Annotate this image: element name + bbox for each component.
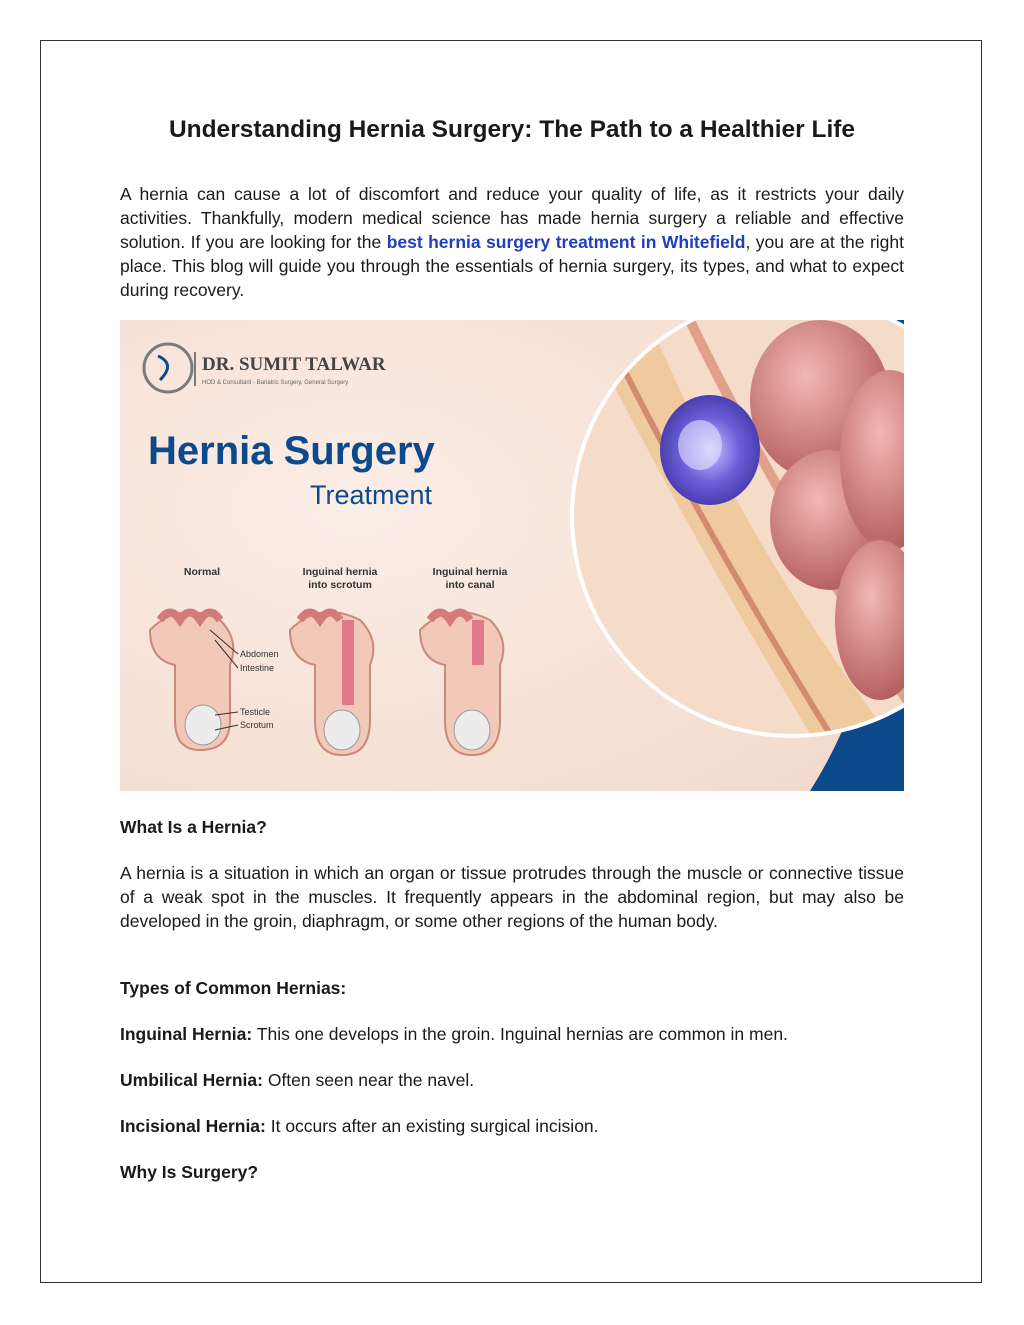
diagram-label-normal: Normal [183, 566, 221, 578]
term-inguinal: Inguinal Hernia: [120, 1024, 253, 1044]
treatment-link[interactable]: best hernia surgery treatment in Whitefield [386, 232, 746, 252]
intro-paragraph [120, 182, 904, 302]
brand-subtitle: HOD & Consultant - Bariatric Surgery, General Surgery [202, 380, 349, 386]
label-scrotum: Scrotum [240, 720, 274, 730]
heading-what-is-hernia: What Is a Hernia? [120, 817, 267, 837]
label-abdomen: Abdomen [240, 649, 279, 659]
list-item [120, 1070, 474, 1091]
desc-incisional: It occurs after an existing surgical incision. [265, 1116, 599, 1136]
heading-why-surgery: Why Is Surgery? [120, 1162, 259, 1182]
diagram-label-canal-1: Inguinal hernia [432, 566, 508, 578]
term-incisional: Incisional Hernia: [120, 1116, 266, 1136]
hero-heading: Hernia Surgery [148, 429, 435, 473]
what-is-hernia-paragraph: A hernia is a situation in which an organ or tissue protrudes through the muscle or connective tissue of a weak spot in the muscles. It frequently appears in the abdominal region, but may also be developed in the groin, diaphragm, or some other regions of the human body. [120, 863, 904, 931]
heading-types: Types of Common Hernias: [120, 978, 347, 998]
diagram-label-canal-2: into canal [445, 579, 495, 591]
term-umbilical: Umbilical Hernia: [120, 1070, 263, 1090]
intro-text-start: A hernia can cause a lot of discomfort and reduce your quality of life, as it restricts your daily activities. Thankfully, modern medical science has made hernia surgery a reliable and effective solution. If you are looking for the [120, 184, 904, 252]
hero-subheading: Treatment [310, 480, 433, 510]
desc-umbilical: Often seen near the navel. [262, 1070, 475, 1090]
list-item [120, 1116, 599, 1137]
hernia-illustration [120, 320, 904, 791]
desc-inguinal: This one develops in the groin. Inguinal hernias are common in men. [252, 1024, 788, 1044]
diagram-label-scrotum-2: into scrotum [308, 579, 372, 591]
intro-text-end: , you are at the right place. This blog will guide you through the essentials of hernia surgery, its types, and what to expect during recovery. [120, 232, 905, 300]
brand-name: DR. SUMIT TALWAR [202, 354, 386, 375]
hero-image [120, 320, 904, 791]
list-item [120, 1024, 788, 1045]
label-testicle: Testicle [240, 707, 271, 717]
diagram-label-scrotum-1: Inguinal hernia [302, 566, 378, 578]
page-title: Understanding Hernia Surgery: The Path to a Healthier Life [168, 116, 856, 143]
label-intestine: Intestine [240, 663, 275, 673]
